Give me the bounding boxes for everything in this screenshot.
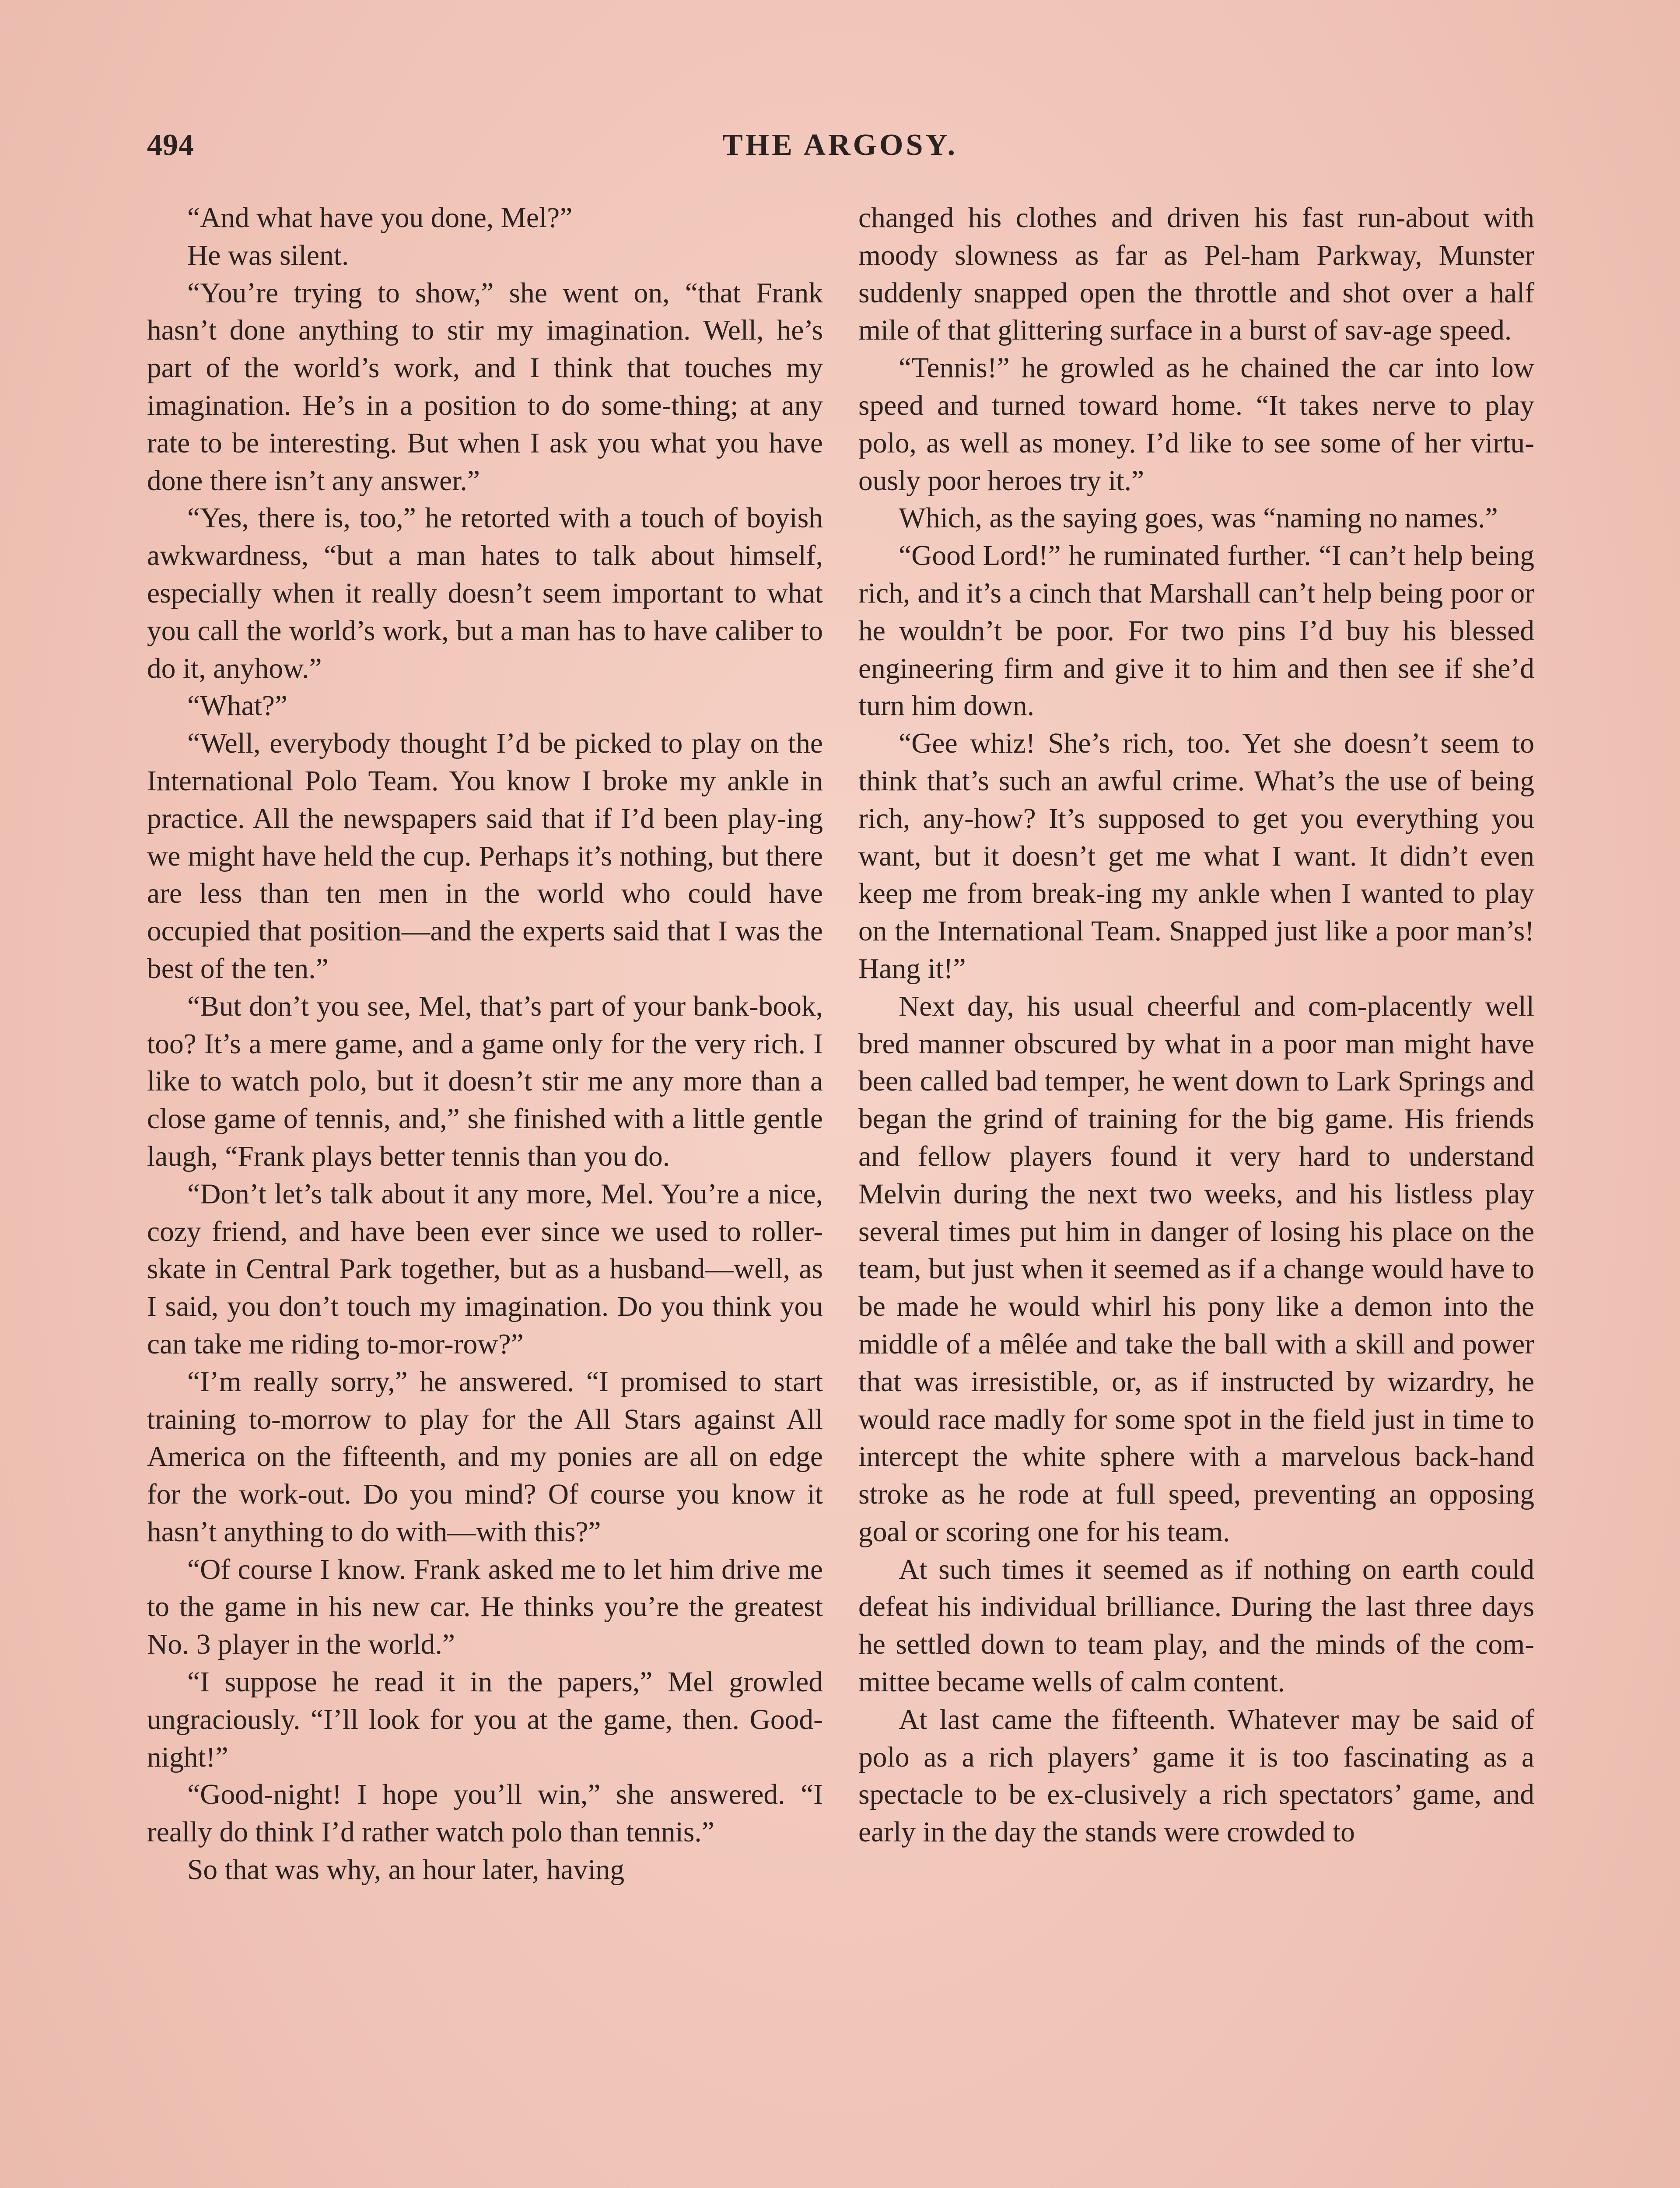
paragraph: Next day, his usual cheerful and com-placently well bred manner obscured by what in a poor man might have been called bad temper, he went down to Lark Springs and began the grind of training for the big game. His friends and fellow players found it very hard to understand Melvin during the next two weeks, and his listless play several times put him in danger of losing his place on the team, but just when it seemed as if a change would have to be made he would whirl his pony like a demon into the middle of a mêlée and take the ball with a skill and power that was irresistible, or, as if instructed by wizardry, he would race madly for some spot in the field just in time to intercept the white sphere with a marvelous back-hand stroke as he rode at full speed, preventing an opposing goal or scoring one for his team. [858,990,1534,1548]
left-column [147,200,823,1889]
paragraph: “I’m really sorry,” he answered. “I promised to start training to-morrow to play for the All Stars against All America on the fifteenth, and my ponies are all on edge for the work-out. Do you mind? Of course you know it hasn’t anything to do with—with this?” [147,1366,823,1548]
paragraph: “You’re trying to show,” she went on, “that Frank hasn’t done anything to stir my imagination. Well, he’s part of the world’s work, and I think that touches my imagination. He’s in a position to do some-thing; at any rate to be interesting. But when I ask you what you have done there isn’t any answer.” [147,277,823,497]
page-number: 494 [147,128,194,162]
paragraph: “Yes, there is, too,” he retorted with a touch of boyish awkwardness, “but a man hates to talk about himself, especially when it really doesn’t seem important to what you call the world’s work, but a man has to have caliber to do it, anyhow.” [147,502,823,684]
paragraph: He was silent. [187,239,349,271]
paragraph: “And what have you done, Mel?” [187,202,573,234]
paragraph: “Good-night! I hope you’ll win,” she answered. “I really do think I’d rather watch polo than tennis.” [147,1779,823,1848]
paragraph: “Tennis!” he growled as he chained the car into low speed and turned toward home. “It takes nerve to play polo, as well as money. I’d like to see some of her virtu-ously poor heroes try it.” [858,352,1534,497]
paragraph: “Of course I know. Frank asked me to let him drive me to the game in his new car. He thinks you’re the greatest No. 3 player in the world.” [147,1553,823,1661]
paragraph: Which, as the saying goes, was “naming no names.” [899,502,1498,534]
running-head: THE ARGOSY. [722,128,958,162]
right-column [858,200,1534,1851]
paragraph: “Gee whiz! She’s rich, too. Yet she doesn’t seem to think that’s such an awful crime. What’s the use of being rich, any-how? It’s supposed to get you everything you want, but it doesn’t get me what I want. It didn’t even keep me from break-ing my ankle when I wanted to play on the International Team. Snapped just like a poor man’s! Hang it!” [858,728,1534,985]
paragraph: “Good Lord!” he ruminated further. “I can’t help being rich, and it’s a cinch that Marshall can’t help being poor or he wouldn’t be poor. For two pins I’d buy his blessed engineering firm and give it to him and then see if she’d turn him down. [858,540,1534,722]
paragraph: At last came the fifteenth. Whatever may be said of polo as a rich players’ game it is too fascinating as a spectacle to be ex-clusively a rich spectators’ game, and early in the day the stands were crowded to [858,1704,1534,1848]
paragraph: “But don’t you see, Mel, that’s part of your bank-book, too? It’s a mere game, and a game only for the very rich. I like to watch polo, but it doesn’t stir me any more than a close game of tennis, and,” she finished with a little gentle laugh, “Frank plays better tennis than you do. [147,990,823,1172]
paragraph: “Well, everybody thought I’d be picked to play on the International Polo Team. You know I broke my ankle in practice. All the newspapers said that if I’d been play-ing we might have held the cup. Perhaps it’s nothing, but there are less than ten men in the world who could have occupied that position—and the experts said that I was the best of the ten.” [147,728,823,985]
paragraph: changed his clothes and driven his fast run-about with moody slowness as far as Pel-ham Parkway, Munster suddenly snapped open the throttle and shot over a half mile of that glittering surface in a burst of sav-age speed. [858,202,1534,347]
paragraph: So that was why, an hour later, having [187,1854,625,1886]
paragraph: “Don’t let’s talk about it any more, Mel. You’re a nice, cozy friend, and have been ever since we used to roller-skate in Central Park together, but as a husband—well, as I said, you don’t touch my imagination. Do you think you can take me riding to-mor-row?” [147,1178,823,1360]
paragraph: “I suppose he read it in the papers,” Mel growled ungraciously. “I’ll look for you at the game, then. Good-night!” [147,1666,823,1773]
paragraph: At such times it seemed as if nothing on earth could defeat his individual brilliance. During the last three days he settled down to team play, and the minds of the com-mittee became wells of calm content. [858,1553,1534,1698]
page-header [147,128,1533,172]
paragraph: “What?” [187,690,288,722]
